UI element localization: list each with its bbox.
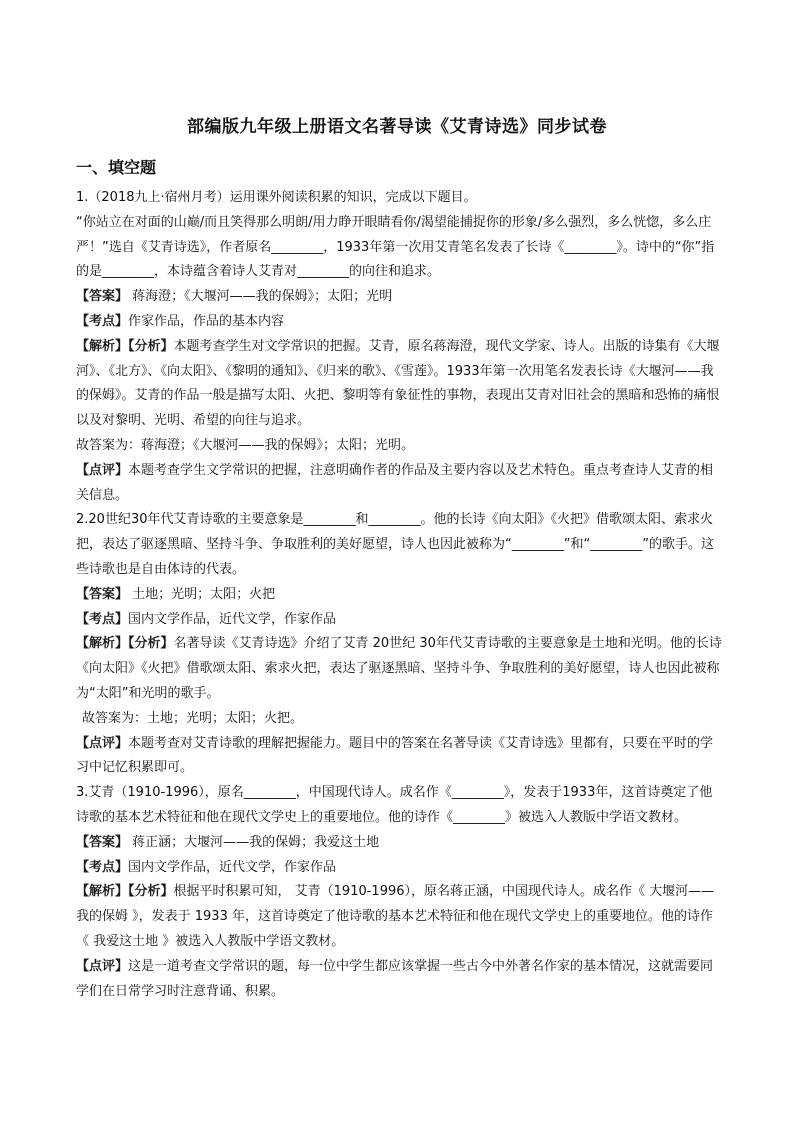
question-1-answer — [76, 285, 722, 310]
answer-tag: 【答案】 — [76, 289, 129, 305]
question-2-analysis — [76, 632, 722, 706]
comment-text: 本题考查对艾青诗歌的理解把握能力。题目中的答案在名著导读《艾青诗选》里都有，只要在平时的学习中记忆积累即可。 — [76, 735, 714, 776]
point-tag: 【考点】 — [76, 859, 129, 875]
answer-text: 土地；光明；太阳；火把 — [128, 586, 276, 602]
page-title: 部编版九年级上册语文名著导读《艾青诗选》同步试卷 — [187, 117, 607, 137]
question-1-comment — [76, 459, 722, 509]
point-tag: 【考点】 — [76, 313, 129, 329]
question-3-answer — [76, 831, 722, 856]
analysis-text: 名著导读《艾青诗选》介绍了艾青 20世纪 30年代艾青诗歌的主要意象是土地和光明。他的长诗《向太阳》《火把》借歌颂太阳、索求火把，表达了驱逐黑暗、坚持斗争、争取胜利的美好愿望，诗人也因此被称为“太阳”和光明的歌手。 — [76, 636, 722, 701]
point-tag: 【考点】 — [76, 611, 129, 627]
comment-text: 本题考查学生文学常识的把握，注意明确作者的作品及主要内容以及艺术特色。重点考查诗人艾青的相关信息。 — [76, 462, 714, 503]
section-title: 一、填空题 — [76, 158, 157, 177]
analysis-text: 本题考查学生对文学常识的把握。艾青，原名蒋海澄，现代文学家、诗人。出版的诗集有《大堰河》、《北方》、《向太阳》、《黎明的通知》、《归来的歌》、《雪莲》。1933年第一次用笔名发表长诗《大堰河——我的保姆》。艾青的作品一般是描写太阳、火把、黎明等有象征性的事物，表现出艾青对旧社会的黑暗和恐怖的痛恨以及对黎明、光明、希望的向往与追求。 — [76, 338, 720, 429]
question-2-answer — [76, 583, 722, 608]
analysis-tag: 【解析】【分析】 — [76, 884, 174, 900]
question-3-point — [76, 856, 722, 881]
analysis-tag: 【解析】【分析】 — [76, 636, 174, 652]
question-1-analysis — [76, 335, 722, 434]
comment-tag: 【点评】 — [76, 958, 129, 974]
question-1-final: 故答案为：蒋海澄；《大堰河——我的保姆》；太阳；光明。 — [76, 437, 415, 453]
question-2-text: 2.20世纪30年代艾青诗歌的主要意象是________和________。他的长诗《向太阳》《火把》借歌颂太阳、索求火把，表达了驱逐黑暗、坚持斗争、争取胜利的美好愿望，诗人也因此被称为“________”和“________”的歌手。这些诗歌也是自由体诗的代表。 — [76, 512, 714, 577]
answer-tag: 【答案】 — [76, 586, 129, 602]
question-2-final: 故答案为：土地；光明；太阳；火把。 — [82, 710, 304, 726]
answer-text: 蒋正涵；大堰河——我的保姆；我爱这土地 — [128, 834, 380, 850]
point-text: 国内文学作品，近代文学，作家作品 — [128, 611, 337, 627]
point-text: 作家作品，作品的基本内容 — [128, 313, 285, 329]
answer-tag: 【答案】 — [76, 834, 129, 850]
analysis-text: 根据平时积累可知， 艾青（1910-1996），原名蒋正涵，中国现代诗人。成名作《 大堰河——我的保姆 》，发表于 1933 年，这首诗奠定了他诗歌的基本艺术特征和他在现代文学史上的重要地位。他的诗作《 我爱这土地 》被选入人教版中学语文教材。 — [76, 884, 715, 949]
answer-text: 蒋海澄；《大堰河——我的保姆》；太阳；光明 — [128, 289, 393, 305]
analysis-tag: 【解析】【分析】 — [76, 338, 174, 354]
question-3-analysis — [76, 880, 722, 954]
document-body — [76, 186, 722, 1004]
question-2-point — [76, 608, 722, 633]
comment-text: 这是一道考查文学常识的题，每一位中学生都应该掌握一些古今中外著名作家的基本情况，这就需要同学们在日常学习时注意背诵、积累。 — [76, 958, 714, 999]
question-3-comment — [76, 955, 722, 1005]
question-1-text: “你站立在对面的山巅/而且笑得那么明朗/用力睁开眼睛看你/渴望能捕捉你的形象/多么强烈，多么恍惚，多么庄严！”选自《艾青诗选》，作者原名________，1933年第一次用艾青笔名发表了长诗《________》。诗中的“你”指的是________，本诗蕴含着诗人艾青对________的向往和追求。 — [76, 214, 715, 280]
question-1-point — [76, 310, 722, 335]
comment-tag: 【点评】 — [76, 735, 129, 751]
comment-tag: 【点评】 — [76, 462, 129, 478]
point-text: 国内文学作品，近代文学，作家作品 — [128, 859, 337, 875]
question-3-text: 3.艾青（1910-1996），原名________，中国现代诗人。成名作《________》，发表于1933年，这首诗奠定了他诗歌的基本艺术特征和他在现代文学史上的重要地位。他的诗作《________》被选入人教版中学语文教材。 — [76, 785, 713, 825]
question-1-heading: 1.（2018九上·宿州月考）运用课外阅读积累的知识，完成以下题目。 — [76, 190, 477, 205]
question-2-comment — [76, 732, 722, 782]
